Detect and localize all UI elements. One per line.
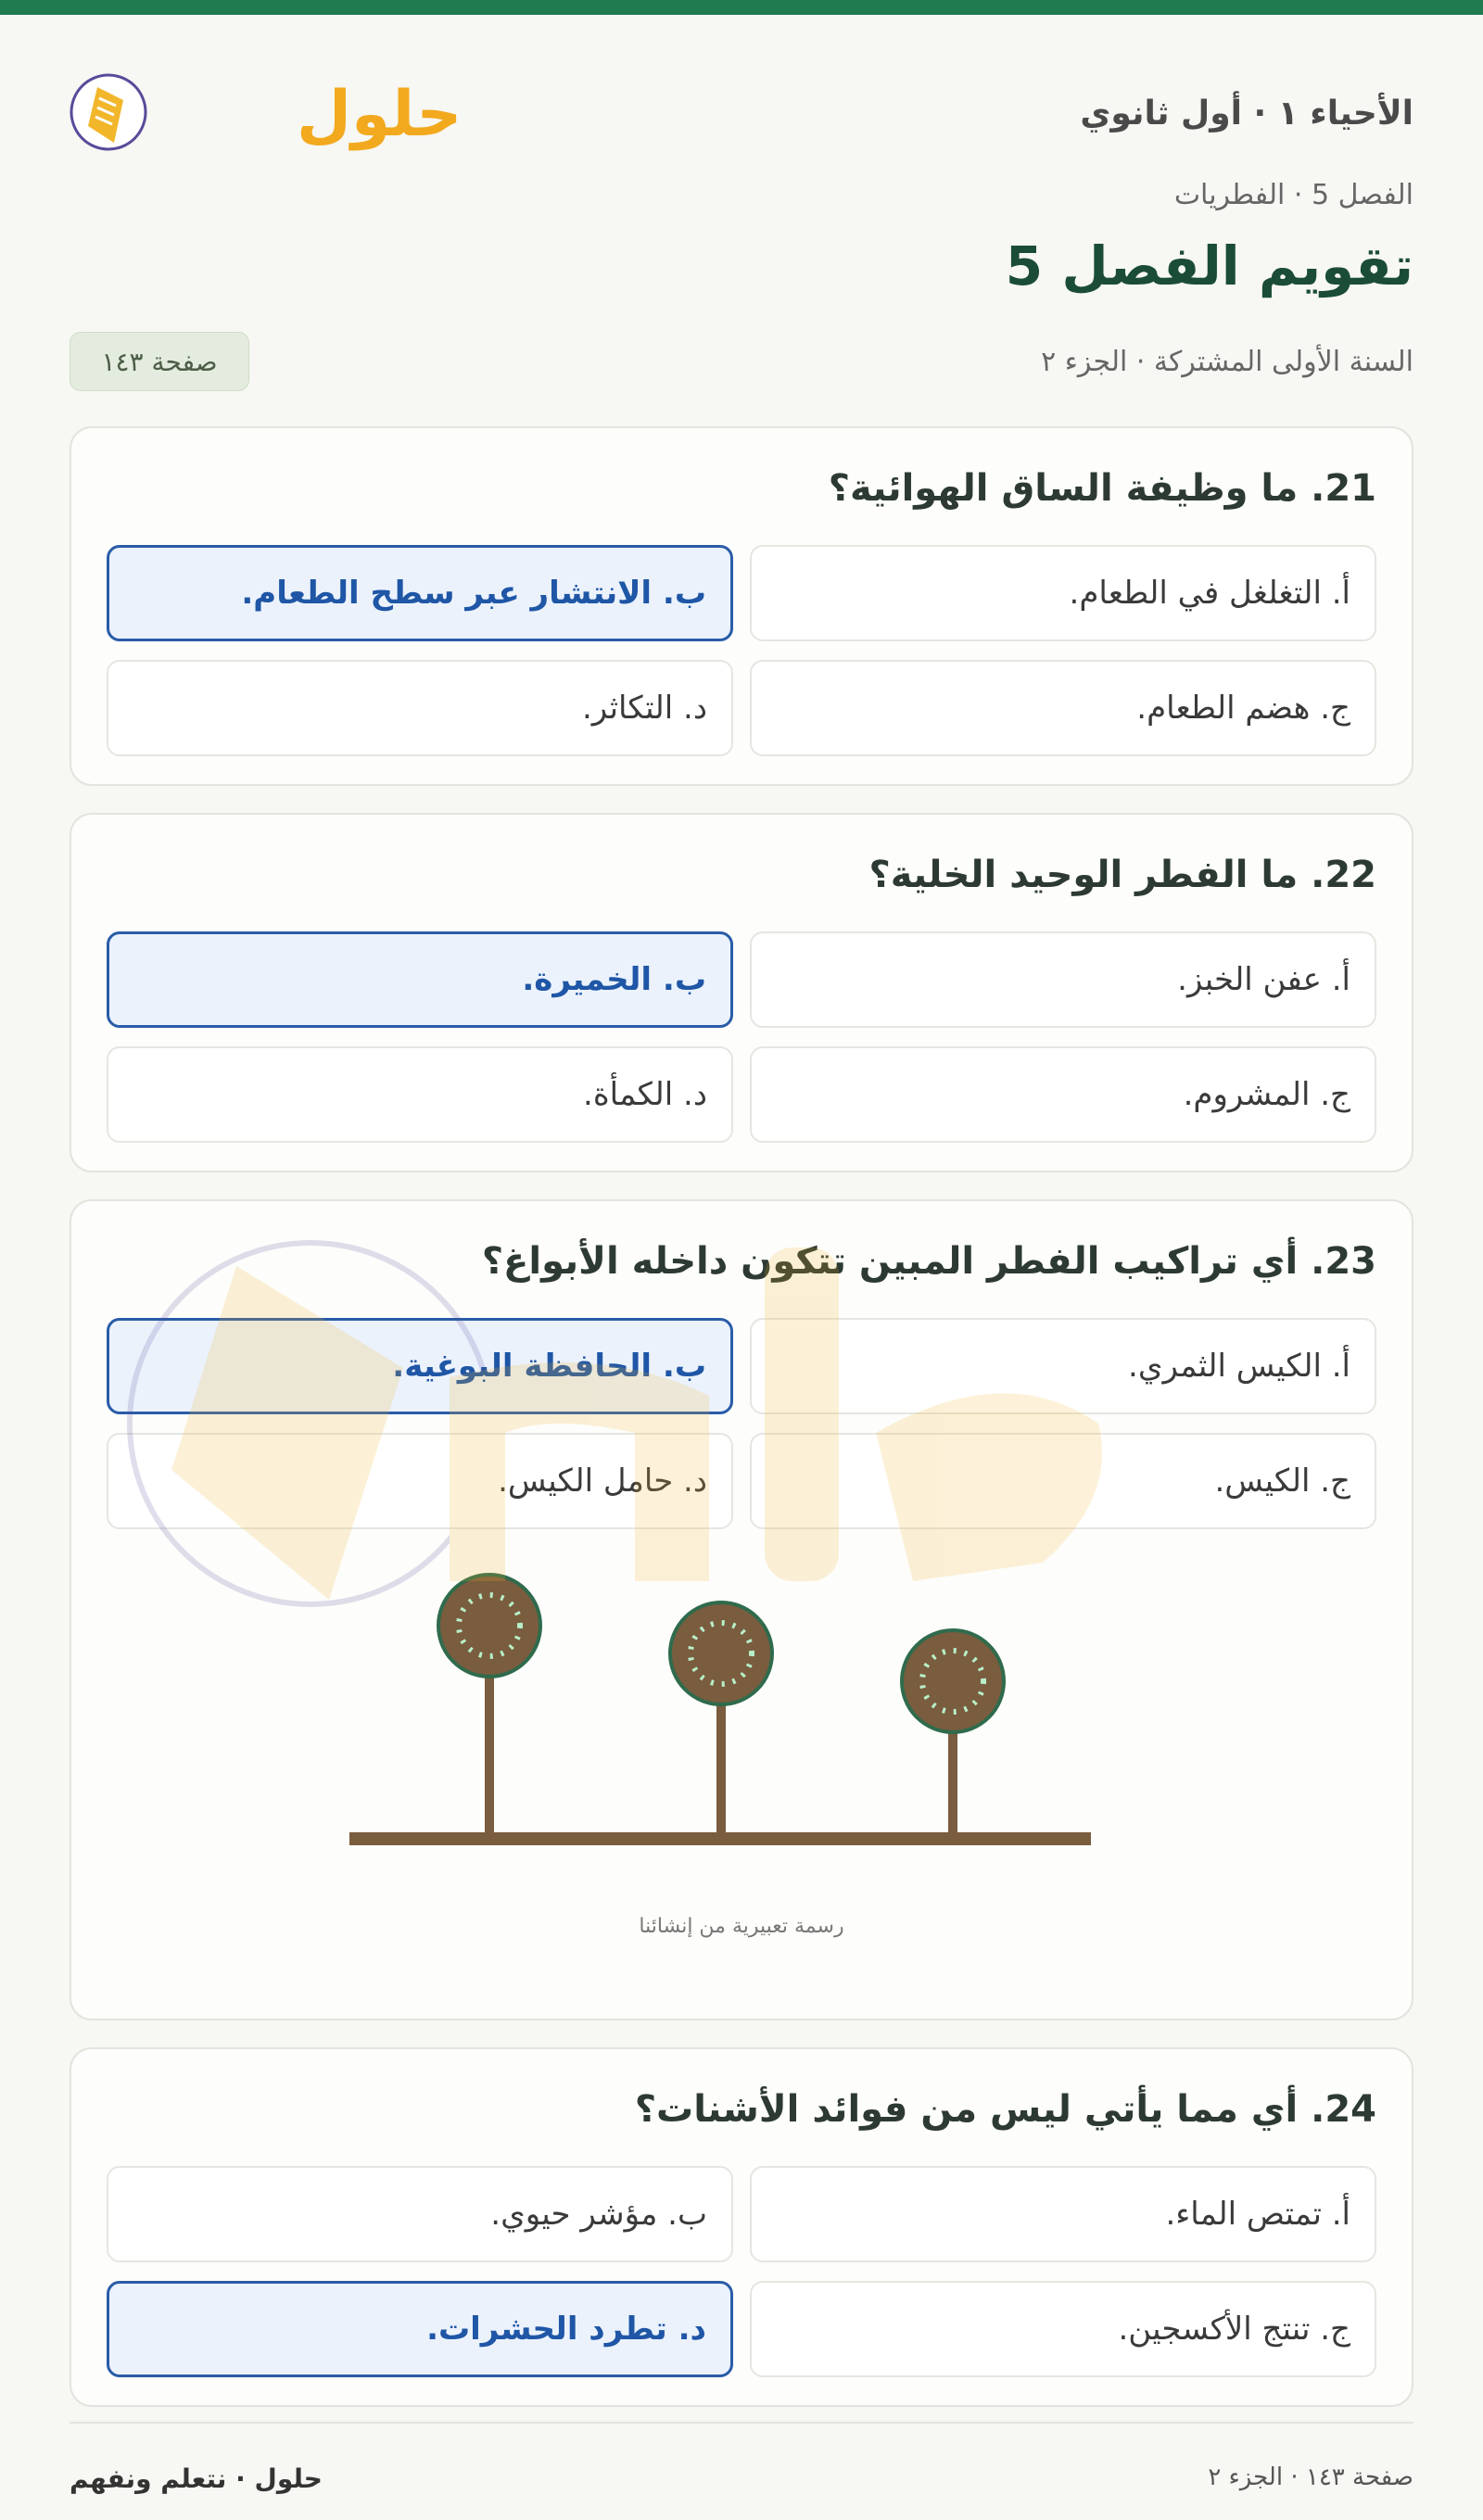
- option-ba-correct[interactable]: ب. الخميرة.: [107, 931, 733, 1028]
- option-dal[interactable]: د. التكاثر.: [107, 660, 733, 756]
- sporangia-illustration: [349, 1563, 1128, 1868]
- page-number-badge: صفحة ١٤٣: [70, 332, 249, 391]
- grade-label: السنة الأولى المشتركة · الجزء ٢: [1041, 346, 1413, 378]
- top-accent-bar: [0, 0, 1483, 15]
- subject-label: الأحياء ١ · أول ثانوي: [1080, 95, 1413, 133]
- option-alef[interactable]: أ. عفن الخبز.: [750, 931, 1376, 1028]
- question-text: 23. أي تراكيب الفطر المبين تتكون داخله الأبواغ؟: [481, 1240, 1376, 1283]
- page-header: [70, 61, 1413, 163]
- question-text: 22. ما الفطر الوحيد الخلية؟: [868, 854, 1376, 896]
- question-text: 24. أي مما يأتي ليس من فوائد الأشنات؟: [634, 2088, 1376, 2131]
- sporangium-1: [438, 1575, 540, 1677]
- option-jeem[interactable]: ج. هضم الطعام.: [750, 660, 1376, 756]
- option-alef[interactable]: أ. الكيس الثمري.: [750, 1318, 1376, 1414]
- option-jeem[interactable]: ج. تنتج الأكسجين.: [750, 2281, 1376, 2377]
- option-ba-correct[interactable]: ب. الحافظة البوغية.: [107, 1318, 733, 1414]
- option-dal[interactable]: د. حامل الكيس.: [107, 1433, 733, 1529]
- option-ba[interactable]: ب. مؤشر حيوي.: [107, 2166, 733, 2262]
- question-card-21: [70, 426, 1413, 786]
- sporangium-2: [670, 1602, 772, 1704]
- option-jeem[interactable]: ج. المشروم.: [750, 1046, 1376, 1143]
- option-alef[interactable]: أ. التغلغل في الطعام.: [750, 545, 1376, 641]
- question-card-24: [70, 2047, 1413, 2407]
- footer-page-info: صفحة ١٤٣ · الجزء ٢: [1208, 2463, 1413, 2491]
- footer-divider: [70, 2422, 1413, 2424]
- question-card-22: [70, 813, 1413, 1172]
- page-title: تقويم الفصل 5: [1005, 234, 1413, 298]
- sporangium-3: [902, 1630, 1004, 1732]
- hulul-logo[interactable]: [70, 61, 463, 163]
- figure-caption: رسمة تعبيرية من إنشائنا: [639, 1915, 844, 1938]
- question-card-23: [70, 1199, 1413, 2020]
- option-dal[interactable]: د. الكمأة.: [107, 1046, 733, 1143]
- option-alef[interactable]: أ. تمتص الماء.: [750, 2166, 1376, 2262]
- option-dal-correct[interactable]: د. تطرد الحشرات.: [107, 2281, 733, 2377]
- footer-slogan: حلول · نتعلم ونفهم: [70, 2463, 323, 2494]
- chapter-label: الفصل 5 · الفطريات: [1173, 179, 1413, 211]
- question-text: 21. ما وظيفة الساق الهوائية؟: [828, 467, 1376, 510]
- logo-wordmark: حلول: [297, 78, 463, 151]
- option-ba-correct[interactable]: ب. الانتشار عبر سطح الطعام.: [107, 545, 733, 641]
- page: [0, 15, 1483, 2520]
- option-jeem[interactable]: ج. الكيس.: [750, 1433, 1376, 1529]
